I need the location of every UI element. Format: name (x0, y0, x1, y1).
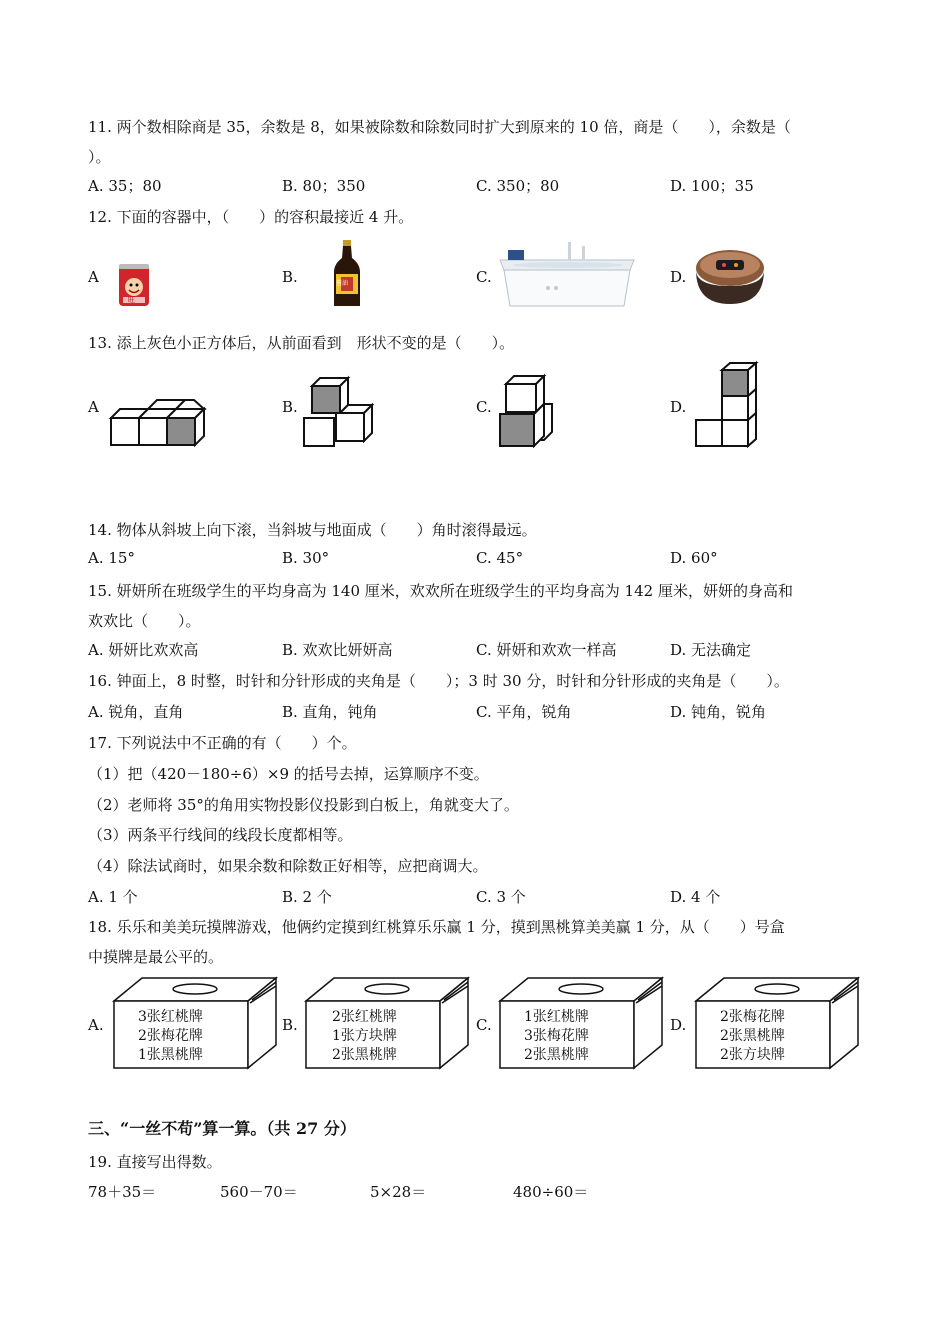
q15-text-line2: 欢欢比（ ）。 (88, 612, 201, 630)
q11-text-line2: ）。 (88, 148, 111, 166)
q17-option-c[interactable]: C. 3 个 (476, 888, 526, 906)
section-3-title: 三、“一丝不苟”算一算。（共 27 分） (88, 1119, 356, 1138)
q11-option-a[interactable]: A. 35；80 (88, 177, 162, 195)
q19-item-2: 560－70＝ (220, 1183, 298, 1201)
box-c-line-3: 2张黑桃牌 (524, 1047, 589, 1063)
rice-cooker-icon (694, 248, 766, 306)
q19-item-1: 78＋35＝ (88, 1183, 157, 1201)
q17-option-a[interactable]: A. 1 个 (88, 888, 138, 906)
q17-text: 17. 下列说法中不正确的有（ ）个。 (88, 734, 357, 752)
box-b-line-2: 1张方块牌 (332, 1028, 397, 1044)
box-d-line-1: 2张梅花牌 (720, 1009, 785, 1025)
q14-option-a[interactable]: A. 15° (88, 549, 135, 567)
q13-label-c[interactable]: C. (476, 398, 492, 416)
cube-figure-a (108, 398, 210, 448)
box-b-line-3: 2张黑桃牌 (332, 1047, 397, 1063)
q17-option-b[interactable]: B. 2 个 (282, 888, 332, 906)
q11-option-b[interactable]: B. 80；350 (282, 177, 366, 195)
cube-figure-b (304, 376, 376, 448)
q18-label-a[interactable]: A. (88, 1016, 104, 1034)
q13-text: 13. 添上灰色小正方体后，从前面看到 形状不变的是（ ）。 (88, 334, 515, 352)
q17-statement-2: （2）老师将 35°的角用实物投影仪投影到白板上，角就变大了。 (88, 796, 519, 814)
bathtub-icon (498, 240, 636, 308)
q18-label-d[interactable]: D. (670, 1016, 687, 1034)
q13-label-b[interactable]: B. (282, 398, 298, 416)
q19-text: 19. 直接写出得数。 (88, 1153, 222, 1171)
q19-item-3: 5×28＝ (370, 1183, 427, 1201)
box-d-line-3: 2张方块牌 (720, 1047, 785, 1063)
q15-option-c[interactable]: C. 妍妍和欢欢一样高 (476, 641, 617, 659)
q16-option-a[interactable]: A. 锐角，直角 (88, 703, 184, 721)
q11-text-line1: 11. 两个数相除商是 35，余数是 8，如果被除数和除数同时扩大到原来的 10 倍，商是（ ），余数是（ (88, 118, 791, 136)
soy-sauce-bottle-icon (332, 240, 362, 308)
q14-option-d[interactable]: D. 60° (670, 549, 718, 567)
box-a-line-3: 1张黑桃牌 (138, 1047, 203, 1063)
q17-statement-3: （3）两条平行线间的线段长度都相等。 (88, 826, 353, 844)
q16-option-b[interactable]: B. 直角，钝角 (282, 703, 378, 721)
q19-item-4: 480÷60＝ (513, 1183, 589, 1201)
bottle-label: 酱油 (336, 280, 349, 287)
cube-figure-d (694, 362, 758, 448)
q15-option-a[interactable]: A. 妍妍比欢欢高 (88, 641, 199, 659)
box-c-line-2: 3张梅花牌 (524, 1028, 589, 1044)
q11-option-c[interactable]: C. 350；80 (476, 177, 560, 195)
q15-option-b[interactable]: B. 欢欢比妍妍高 (282, 641, 393, 659)
q12-label-a[interactable]: A (88, 268, 99, 286)
box-b-line-1: 2张红桃牌 (332, 1009, 397, 1025)
q18-text-line2: 中摸牌是最公平的。 (88, 948, 224, 966)
box-a-line-1: 3张红桃牌 (138, 1009, 203, 1025)
q16-option-c[interactable]: C. 平角，锐角 (476, 703, 572, 721)
q18-text-line1: 18. 乐乐和美美玩摸牌游戏，他俩约定摸到红桃算乐乐赢 1 分，摸到黑桃算美美赢 1 分，从（ ）号盒 (88, 918, 785, 936)
q17-statement-1: （1）把（420－180÷6）×9 的括号去掉，运算顺序不变。 (88, 765, 489, 783)
q14-option-b[interactable]: B. 30° (282, 549, 330, 567)
box-c-line-1: 1张红桃牌 (524, 1009, 589, 1025)
q18-label-c[interactable]: C. (476, 1016, 492, 1034)
q12-label-b[interactable]: B. (282, 268, 298, 286)
q13-label-a[interactable]: A (88, 398, 99, 416)
q18-label-b[interactable]: B. (282, 1016, 298, 1034)
q16-option-d[interactable]: D. 钝角，锐角 (670, 703, 767, 721)
can-label: 旺 (128, 296, 135, 304)
q12-label-c[interactable]: C. (476, 268, 492, 286)
q17-statement-4: （4）除法试商时，如果余数和除数正好相等，应把商调大。 (88, 857, 488, 875)
cube-figure-c (498, 374, 556, 448)
q12-text: 12. 下面的容器中，（ ）的容积最接近 4 升。 (88, 208, 414, 226)
q17-option-d[interactable]: D. 4 个 (670, 888, 721, 906)
q15-option-d[interactable]: D. 无法确定 (670, 641, 752, 659)
q14-text: 14. 物体从斜坡上向下滚，当斜坡与地面成（ ）角时滚得最远。 (88, 521, 537, 539)
q11-option-d[interactable]: D. 100；35 (670, 177, 754, 195)
box-d-line-2: 2张黑桃牌 (720, 1028, 785, 1044)
q14-option-c[interactable]: C. 45° (476, 549, 524, 567)
q12-label-d[interactable]: D. (670, 268, 687, 286)
box-a-line-2: 2张梅花牌 (138, 1028, 203, 1044)
q13-label-d[interactable]: D. (670, 398, 687, 416)
q15-text-line1: 15. 妍妍所在班级学生的平均身高为 140 厘米，欢欢所在班级学生的平均身高为 142 厘米，妍妍的身高和 (88, 582, 793, 600)
q16-text: 16. 钟面上，8 时整，时针和分针形成的夹角是（ ）；3 时 30 分，时针和分针形成的夹角是（ ）。 (88, 672, 789, 690)
